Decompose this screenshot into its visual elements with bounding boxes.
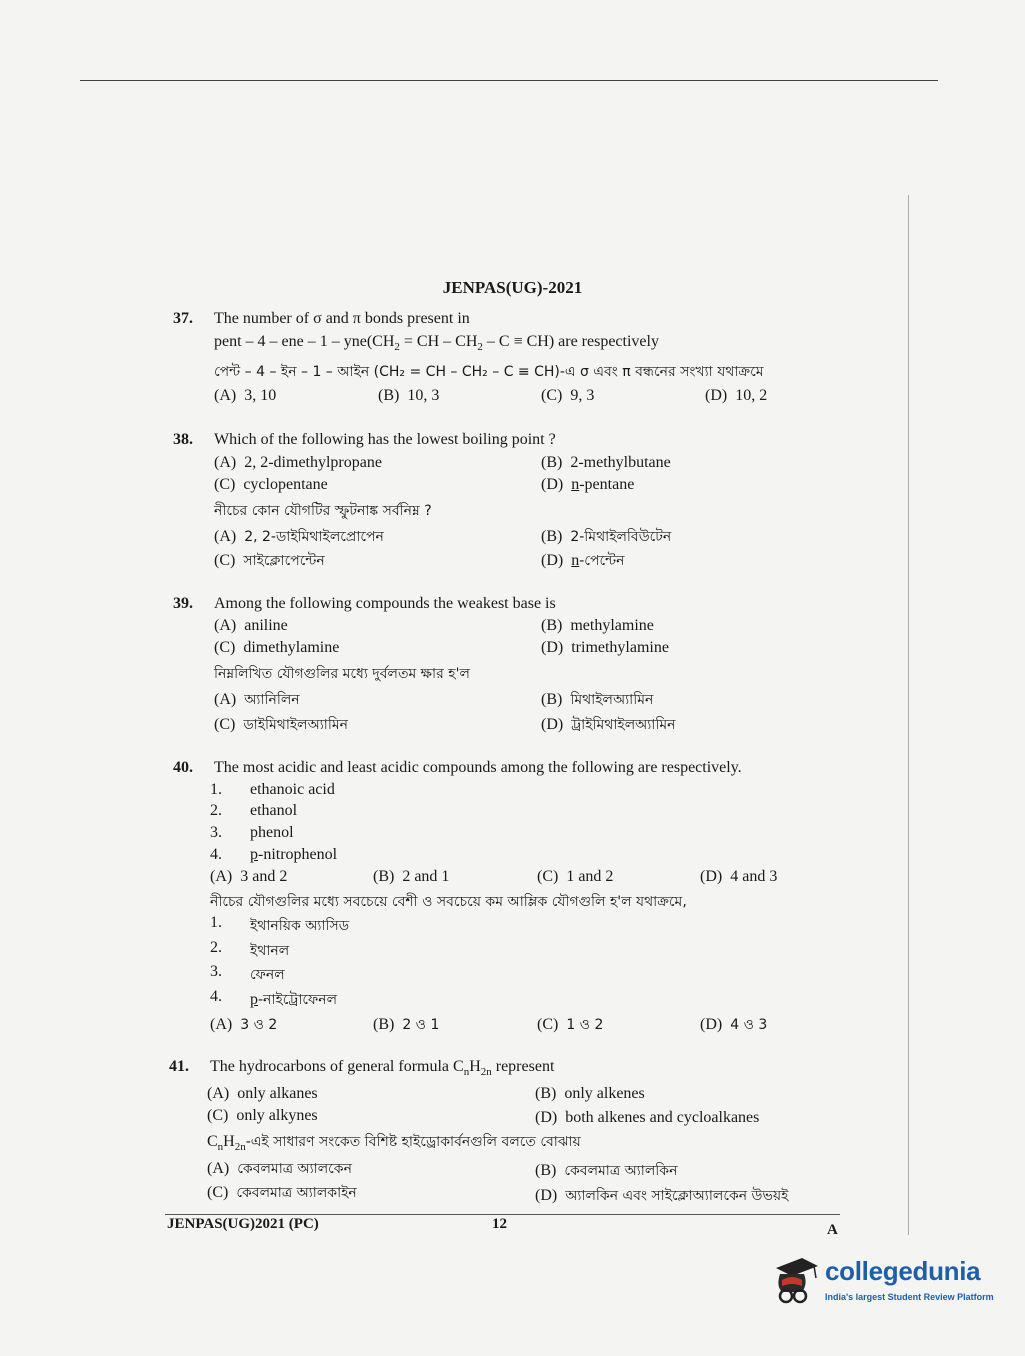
question-formula-line: pent – 4 – ene – $1 - yne(CH_2$ = CH – $CH_2 - C \equiv CH$) are respectively	[214, 333, 659, 354]
option-a-bengali: (A) 3 ও 2	[210, 1016, 278, 1033]
option-d: (D) 4 and 3	[700, 868, 778, 885]
collegedunia-logo	[768, 1252, 998, 1312]
mascot-icon	[768, 1252, 824, 1308]
list-item: 3. phenol	[210, 824, 294, 841]
question-text: The most acidic and least acidic compounds among the following are respectively.	[214, 759, 742, 776]
option-c-bengali: (C) সাইক্লোপেন্টেন	[214, 552, 325, 569]
question-text: The number of σ and π bonds present in	[214, 310, 470, 327]
option-c: (C) dimethylamine	[214, 639, 340, 656]
option-b-bengali: (B) 2-মিথাইলবিউটেন	[541, 528, 672, 545]
option-d: (D) both alkenes and cycloalkanes	[535, 1109, 760, 1126]
list-item-bengali: 2. ইথানল	[210, 939, 290, 959]
list-item: 4. p-nitrophenol	[210, 846, 338, 863]
logo-tagline: India's largest Student Review Platform	[825, 1292, 994, 1302]
option-a: (A) 3 and 2	[210, 868, 288, 885]
option-a-bengali: (A) কেবলমাত্র অ্যালকেন	[207, 1160, 352, 1177]
option-a: (A) 3, 10	[214, 387, 277, 404]
list-item-bengali: 1. ইথানয়িক অ্যাসিড	[210, 914, 350, 934]
question-number: 37.	[173, 310, 193, 327]
option-b: (B) only alkenes	[535, 1085, 645, 1102]
option-c-bengali: (C) ডাইমিথাইলঅ্যামিন	[214, 716, 348, 733]
option-c: (C) 1 and 2	[537, 868, 614, 885]
question-text-bengali: নীচের যৌগগুলির মধ্যে সবচেয়ে বেশী ও সবচেয়ে কম আম্লিক যৌগগুলি হ'ল যথাক্রমে,	[210, 894, 687, 910]
list-item: 2. ethanol	[210, 802, 298, 819]
page-number: 12	[492, 1216, 507, 1232]
list-item-bengali: 3. ফেনল	[210, 963, 285, 983]
page-header: JENPAS(UG)-2021	[442, 278, 583, 297]
question-number: 39.	[173, 595, 193, 612]
option-b: (B) 10, 3	[378, 387, 440, 404]
option-b-bengali: (B) কেবলমাত্র অ্যালকিন	[535, 1162, 678, 1179]
question-text: Among the following compounds the weakest base is	[214, 595, 556, 612]
logo-wordmark: collegedunia	[825, 1256, 981, 1286]
question-text: The hydrocarbons of general formula $C_nH_{2n}$ represent	[210, 1058, 555, 1079]
page-edge-line	[908, 195, 909, 1235]
option-c-bengali: (C) 1 ও 2	[537, 1016, 604, 1033]
top-rule	[80, 80, 938, 81]
option-c: (C) cyclopentane	[214, 476, 328, 493]
question-number: 40.	[173, 759, 193, 776]
list-item-bengali: 4. p-নাইট্রোফেনল	[210, 988, 338, 1008]
question-number: 41.	[169, 1058, 189, 1075]
option-a: (A) only alkanes	[207, 1085, 318, 1102]
option-a: (A) 2, 2-dimethylpropane	[214, 454, 382, 471]
option-d: (D) n-pentane	[541, 476, 635, 493]
option-d: (D) trimethylamine	[541, 639, 669, 656]
option-b: (B) 2 and 1	[373, 868, 450, 885]
option-c: (C) 9, 3	[541, 387, 595, 404]
option-b-bengali: (B) 2 ও 1	[373, 1016, 440, 1033]
option-b-bengali: (B) মিথাইলঅ্যামিন	[541, 691, 654, 708]
question-text-bengali: নীচের কোন যৌগটির স্ফুটনাঙ্ক সর্বনিম্ন ?	[214, 503, 432, 519]
option-b: (B) methylamine	[541, 617, 654, 634]
option-d-bengali: (D) ট্রাইমিথাইলঅ্যামিন	[541, 716, 676, 733]
footer-exam-code: JENPAS(UG)2021 (PC)	[167, 1216, 319, 1232]
option-a-bengali: (A) 2, 2-ডাইমিথাইলপ্রোপেন	[214, 528, 384, 545]
option-d: (D) 10, 2	[705, 387, 768, 404]
option-d-bengali: (D) 4 ও 3	[700, 1016, 768, 1033]
question-number: 38.	[173, 431, 193, 448]
option-d-bengali: (D) n-পেন্টেন	[541, 552, 625, 569]
option-b: (B) 2-methylbutane	[541, 454, 671, 471]
question-text-bengali: পেন্ট – 4 – ইন – 1 – আইন (CH₂ = CH – CH₂ – C ≡ CH)-এ σ এবং π বন্ধনের সংখ্যা যথাক্রমে	[214, 364, 764, 380]
footer-rule	[165, 1214, 840, 1215]
question-text: Which of the following has the lowest boiling point ?	[214, 431, 556, 448]
question-text-bengali: নিম্নলিখিত যৌগগুলির মধ্যে দুর্বলতম ক্ষার হ'ল	[214, 666, 470, 682]
option-c: (C) only alkynes	[207, 1107, 318, 1124]
option-d-bengali: (D) অ্যালকিন এবং সাইক্লোঅ্যালকেন উভয়ই	[535, 1187, 789, 1204]
list-item: 1. ethanoic acid	[210, 781, 335, 798]
set-code: A	[827, 1222, 838, 1238]
option-c-bengali: (C) কেবলমাত্র অ্যালকাইন	[207, 1184, 357, 1201]
question-text-bengali: $C_nH_{2n}-এই$ সাধারণ সংকেত বিশিষ্ট হাইড্রোকার্বনগুলি বলতে বোঝায়	[207, 1133, 581, 1154]
option-a: (A) aniline	[214, 617, 288, 634]
option-a-bengali: (A) অ্যানিলিন	[214, 691, 300, 708]
